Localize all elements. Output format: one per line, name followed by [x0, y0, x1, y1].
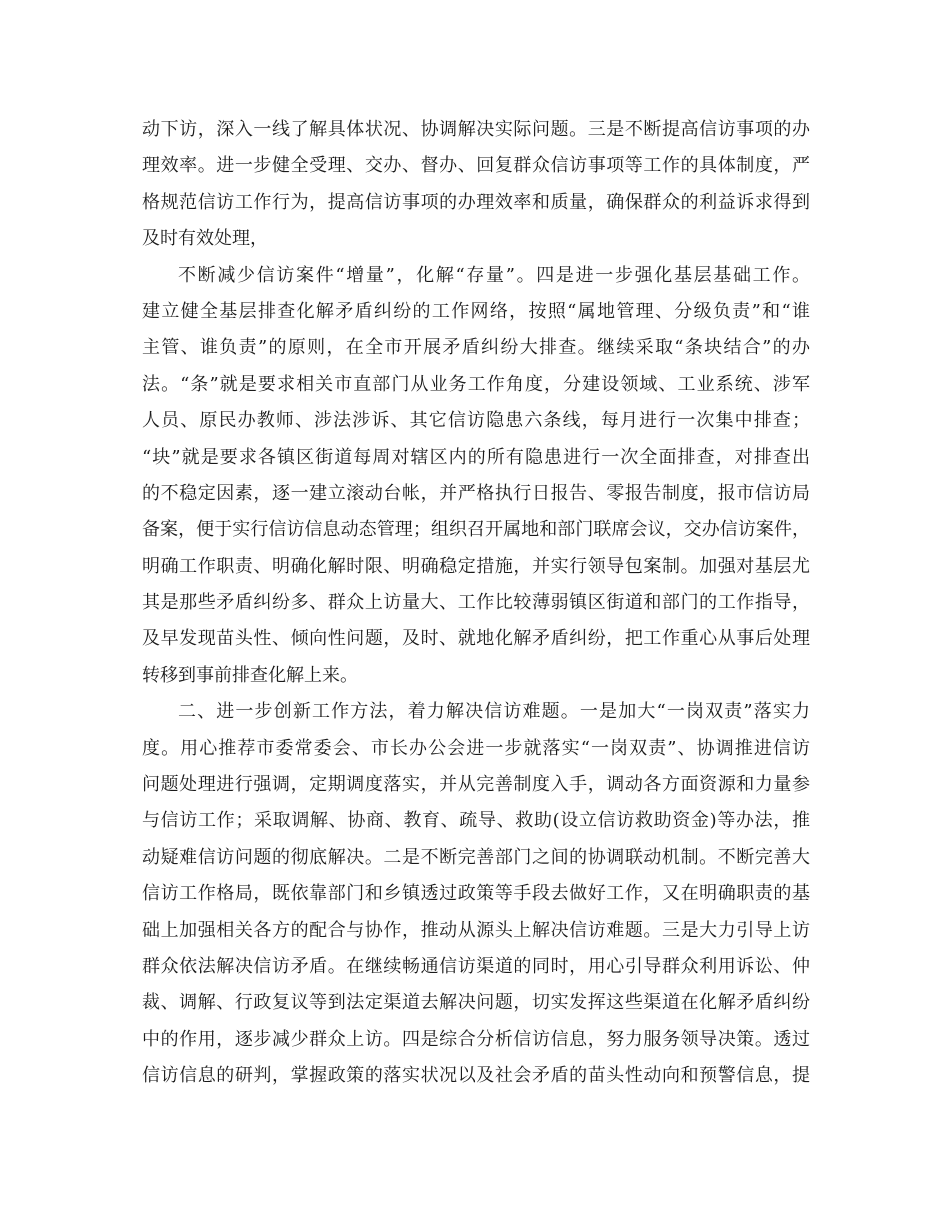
document-body — [142, 112, 810, 1095]
text-line: 与信访工作；采取调解、协商、教育、疏导、救助(设立信访救助资金)等办法，推 — [142, 810, 810, 832]
text-line: 理效率。进一步健全受理、交办、督办、回复群众信访事项等工作的具体制度，严 — [142, 155, 810, 177]
text-line: 建立健全基层排查化解矛盾纠纷的工作网络，按照“属地管理、分级负责”和“谁 — [142, 300, 810, 322]
text-line: 动下访，深入一线了解具体状况、协调解决实际问题。三是不断提高信访事项的办 — [142, 119, 810, 140]
text-line: “块”就是要求各镇区街道每周对辖区内的所有隐患进行一次全面排查，对排查出 — [142, 446, 810, 468]
text-line: 不断减少信访案件“增量”，化解“存量”。四是进一步强化基层基础工作。 — [178, 264, 810, 286]
paragraph — [142, 258, 810, 695]
text-line: 备案，便于实行信访信息动态管理；组织召开属地和部门联席会议，交办信访案件， — [142, 519, 810, 541]
text-line: 转移到事前排查化解上来。 — [142, 664, 358, 686]
paragraph — [142, 694, 810, 1094]
text-line: 明确工作职责、明确化解时限、明确稳定措施，并实行领导包案制。加强对基层尤 — [142, 555, 810, 577]
text-line: 群众依法解决信访矛盾。在继续畅通信访渠道的同时，用心引导群众利用诉讼、仲 — [142, 955, 810, 977]
text-line: 及早发现苗头性、倾向性问题，及时、就地化解矛盾纠纷，把工作重心从事后处理 — [142, 628, 810, 650]
text-line: 法。“条”就是要求相关市直部门从业务工作角度，分建设领域、工业系统、涉军 — [142, 373, 810, 395]
text-line: 础上加强相关各方的配合与协作，推动从源头上解决信访难题。三是大力引导上访 — [142, 919, 810, 941]
text-line: 其是那些矛盾纠纷多、群众上访量大、工作比较薄弱镇区街道和部门的工作指导， — [142, 592, 810, 614]
text-line: 信访信息的研判，掌握政策的落实状况以及社会矛盾的苗头性动向和预警信息，提 — [142, 1065, 810, 1087]
text-line: 度。用心推荐市委常委会、市长办公会进一步就落实“一岗双责”、协调推进信访 — [142, 737, 810, 759]
text-line: 主管、谁负责”的原则，在全市开展矛盾纠纷大排查。继续采取“条块结合”的办 — [142, 337, 810, 359]
text-line: 问题处理进行强调，定期调度落实，并从完善制度入手，调动各方面资源和力量参 — [142, 774, 810, 796]
text-line: 的不稳定因素，逐一建立滚动台帐，并严格执行日报告、零报告制度，报市信访局 — [142, 482, 810, 504]
text-line: 裁、调解、行政复议等到法定渠道去解决问题，切实发挥这些渠道在化解矛盾纠纷 — [142, 992, 810, 1014]
text-line: 动疑难信访问题的彻底解决。二是不断完善部门之间的协调联动机制。不断完善大 — [142, 846, 810, 868]
paragraph — [142, 112, 810, 258]
text-line: 及时有效处理， — [142, 228, 268, 250]
text-line: 二、进一步创新工作方法，着力解决信访难题。一是加大“一岗双责”落实力 — [178, 701, 810, 723]
text-line: 人员、原民办教师、涉法涉诉、其它信访隐患六条线，每月进行一次集中排查； — [142, 410, 810, 432]
text-line: 信访工作格局，既依靠部门和乡镇透过政策等手段去做好工作，又在明确职责的基 — [142, 883, 810, 905]
text-line: 中的作用，逐步减少群众上访。四是综合分析信访信息，努力服务领导决策。透过 — [142, 1028, 810, 1050]
text-line: 格规范信访工作行为，提高信访事项的办理效率和质量，确保群众的利益诉求得到 — [142, 191, 810, 213]
